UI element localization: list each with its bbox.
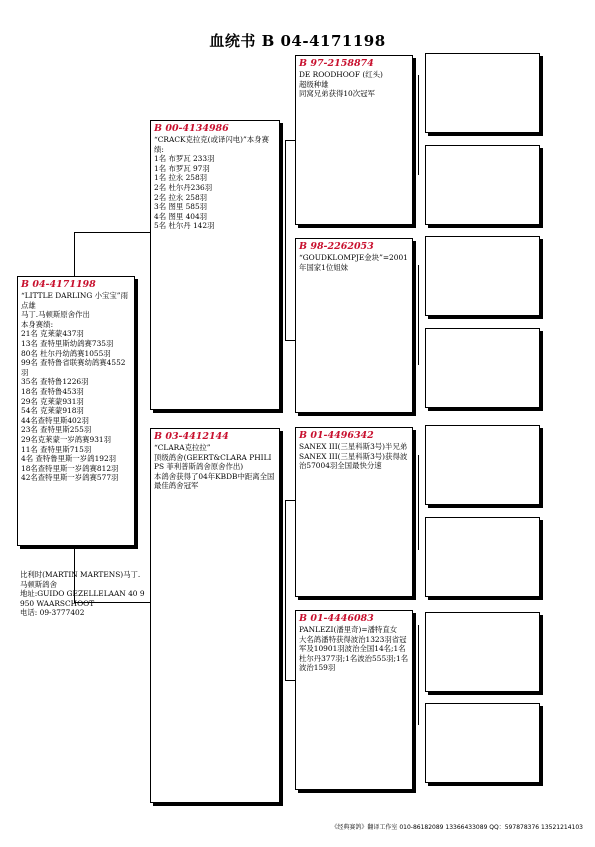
connector-line — [285, 500, 295, 501]
connector-line — [418, 455, 419, 550]
connector-line — [285, 140, 286, 340]
footer-contact: 《经典赛鸽》翻译工作室 010-86182089 13366433089 QQ：597878376 13521214103 — [331, 824, 583, 831]
empty-ancestor-box — [425, 145, 540, 225]
sire-ring: B 00-4134986 — [154, 123, 229, 134]
connector-line — [74, 232, 75, 276]
connector-line — [418, 265, 419, 365]
empty-ancestor-box — [425, 703, 540, 783]
empty-ancestor-box — [425, 53, 540, 133]
connector-line — [418, 625, 419, 725]
subject-box — [17, 276, 135, 546]
sire-dam-box: B 98-2262053 “GOUDKLOMPJE金块”=2001年国家1位姐妹 — [295, 238, 413, 413]
connector-line — [285, 500, 286, 680]
dam-box: B 03-4412144 “CLARA克拉拉” 顶级鸽舍(GEERT&CLARA PHILIPS 菲利普斯鸽舍原舍作出) 本鸽舍获得了04年KBDB中距离全国最佳鸽舍冠军 — [150, 428, 280, 803]
connector-line — [285, 340, 295, 341]
subject-ring: B 04-4171198 — [21, 279, 96, 290]
empty-ancestor-box — [425, 517, 540, 597]
connector-line — [285, 680, 295, 681]
dam-ring: B 03-4412144 — [154, 431, 229, 442]
sire-box: B 00-4134986 “CRACK克拉克(或译闪电)”本身赛绩: 1名 布罗瓦 233羽 1名 布罗瓦 97羽 1名 拉永 258羽 2名 杜尔丹236羽 2名 拉永 258羽 3名 图里 585羽 4名 图里 404羽 5名 杜尔丹 142羽 — [150, 120, 280, 410]
dam-sire-box: B 01-4496342 SANEX III(三星科斯3号)半兄弟 SANEX III(三星科斯3号)获得波治57004羽全国最快分速 — [295, 427, 413, 597]
subject-lines: “LITTLE DARLING 小宝宝”雨点雄 马丁.马顿斯原舍作出 本身赛绩: 21名 克莱蒙437羽 13名 查特里斯幼鸽赛735羽 80名 杜尔丹幼鸽赛1055羽 99名 查特鲁省联赛幼鸽赛4552羽 35名 查特鲁1226羽 18名 查特鲁453羽 29名 克莱蒙931羽 54名 克莱蒙918羽 44名查特里斯402羽 23名 查特里斯255羽 29名克莱蒙一岁鸽赛931羽 11名 查特里斯715羽 4名 查特鲁里斯一岁鸽192羽 18名查特里斯一岁鸽赛812羽 42名查特里斯一岁鸽赛577羽 — [21, 291, 128, 483]
empty-ancestor-box — [425, 236, 540, 316]
connector-line — [74, 232, 150, 233]
connector-line — [418, 75, 419, 175]
sire-sire-box: B 97-2158874 DE ROODHOOF (红头) 超级种雄 同窝兄弟获得10次冠军 — [295, 55, 413, 225]
empty-ancestor-box — [425, 612, 540, 692]
owner-info: 比利时(MARTIN MARTENS)马丁.马顿斯鸽舍 地址:GUIDO GEZELLELAAN 40 9950 WAARSCHOOT 电话: 09-3777402 — [20, 570, 145, 618]
connector-line — [285, 140, 295, 141]
empty-ancestor-box — [425, 425, 540, 505]
page-title: 血统书 B 04-4171198 — [209, 32, 386, 50]
empty-ancestor-box — [425, 328, 540, 408]
dam-dam-box: B 01-4446083 PANLEZI(潘里奇)=潘特直女 大名鸽潘特获得波治1323羽省冠军及10901羽波治全国14名;1名杜尔丹377羽;1名波治555羽;1名波治159羽 — [295, 610, 413, 790]
